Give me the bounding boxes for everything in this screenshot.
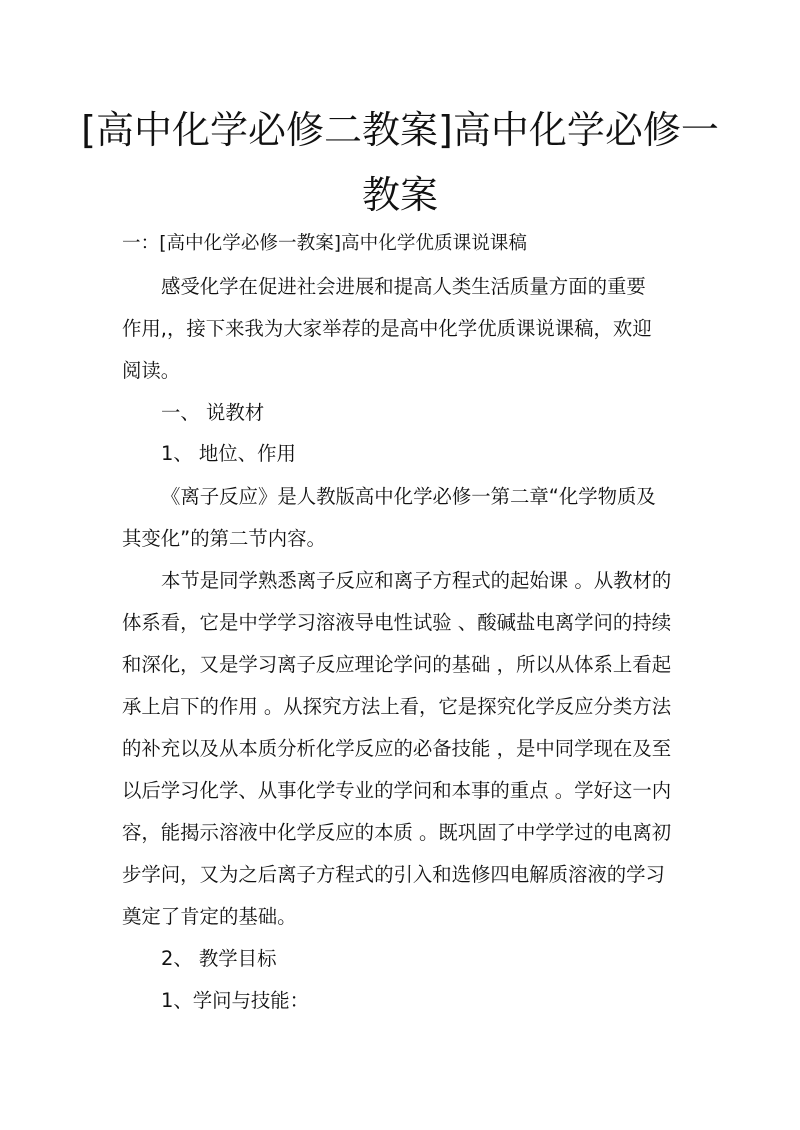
section-heading: 一：[高中化学必修一教案]高中化学优质课说课稿 bbox=[122, 233, 527, 254]
paragraph-line: 承上启下的作用 。从探究方法上看，它是探究化学反应分类方法 bbox=[122, 695, 672, 718]
paragraph-line: 奠定了肯定的基础。 bbox=[122, 905, 297, 928]
paragraph-line: 以后学习化学、从事化学专业的学问和本事的重点 。学好这一内 bbox=[122, 779, 672, 802]
heading-line: 1、学问与技能： bbox=[161, 989, 310, 1012]
paragraph-line: 步学问，又为之后离子方程式的引入和选修四电解质溶液的学习 bbox=[122, 863, 665, 886]
paragraph-line: 容，能揭示溶液中化学反应的本质 。既巩固了中学学过的电离初 bbox=[122, 821, 672, 844]
paragraph-line: 阅读。 bbox=[122, 359, 181, 382]
paragraph-line: 作用,，接下来我为大家举荐的是高中化学优质课说课稿，欢迎 bbox=[122, 317, 652, 340]
paragraph-line: 体系看，它是中学学习溶液导电性试验 、酸碱盐电离学问的持续 bbox=[122, 611, 672, 634]
heading-line: 一、 说教材 bbox=[161, 401, 265, 424]
paragraph-line: 《离子反应》是人教版高中化学必修一第二章“化学物质及 bbox=[161, 485, 656, 508]
paragraph-line: 的补充以及从本质分析化学反应的必备技能 ，是中同学现在及至 bbox=[122, 737, 672, 760]
document-title-line-2: 教案 bbox=[361, 173, 438, 217]
paragraph-line: 本节是同学熟悉离子反应和离子方程式的起始课 。从教材的 bbox=[161, 569, 672, 592]
paragraph-line: 和深化，又是学习离子反应理论学问的基础 ，所以从体系上看起 bbox=[122, 653, 672, 676]
paragraph-line: 其变化”的第二节内容。 bbox=[122, 527, 326, 550]
heading-line: 2、 教学目标 bbox=[161, 947, 277, 970]
document-title-line-1: [高中化学必修二教案]高中化学必修一 bbox=[81, 108, 719, 152]
paragraph-line: 感受化学在促进社会进展和提高人类生活质量方面的重要 bbox=[161, 275, 646, 298]
heading-line: 1、 地位、作用 bbox=[161, 442, 296, 465]
